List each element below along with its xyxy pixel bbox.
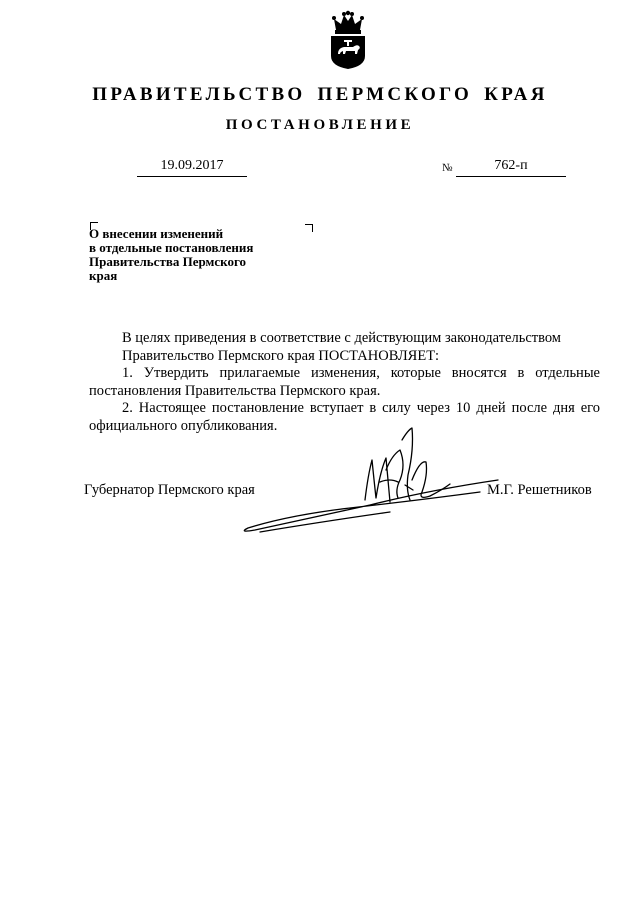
document-date: 19.09.2017: [137, 158, 247, 177]
signatory-name: М.Г. Решетников: [487, 482, 592, 498]
number-sign: №: [442, 162, 453, 174]
document-type: ПОСТАНОВЛЕНИЕ: [225, 117, 415, 133]
coat-of-arms-icon: [326, 10, 370, 70]
signatory-title: Губернатор Пермского края: [84, 482, 255, 498]
item-2: 2. Настоящее постановление вступает в силу через 10 дней после дня его официального опубликования.: [89, 400, 600, 434]
subject-line: Правительства Пермского: [89, 254, 247, 269]
organization-title: ПРАВИТЕЛЬСТВО ПЕРМСКОГО КРАЯ: [92, 84, 548, 105]
document-number: 762-п: [456, 158, 566, 177]
handwritten-signature-icon: [230, 420, 510, 550]
preamble-line-2: Правительство Пермского края ПОСТАНОВЛЯЕТ:: [122, 347, 440, 364]
preamble-line-1: В целях приведения в соответствие с действующим законодательством: [122, 330, 561, 346]
subject-line: О внесении изменений: [89, 226, 224, 241]
subject-line: в отдельные постановления: [89, 240, 254, 255]
subject-line: края: [89, 268, 118, 283]
item-1: 1. Утвердить прилагаемые изменения, которые вносятся в отдельные постановления Правительства Пермского края.: [89, 365, 600, 399]
document-subject: [89, 227, 319, 283]
